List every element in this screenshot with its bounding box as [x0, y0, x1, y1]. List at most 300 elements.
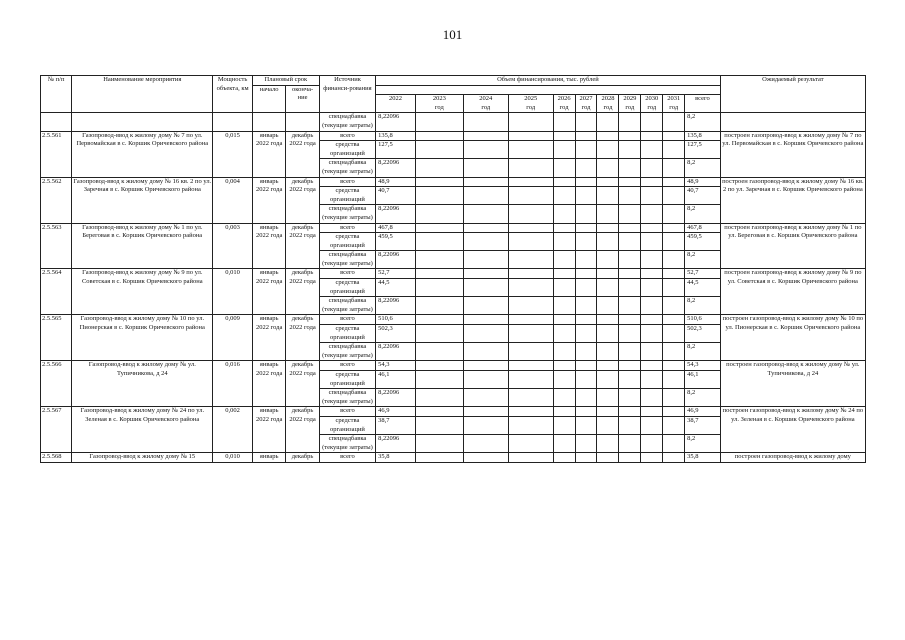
cell-empty-year — [415, 279, 463, 297]
cell-empty-year — [575, 453, 597, 463]
cell-empty-year — [597, 233, 619, 251]
cell-empty-year — [619, 416, 641, 434]
cell-empty-year — [641, 177, 663, 187]
cell-empty-year — [619, 113, 641, 131]
header-year-value: 2023 — [432, 95, 446, 103]
cell-result: построен газопровод-ввод к жилому дому № 24 по ул. Зеленая в с. Коршик Оричевского района — [720, 407, 865, 453]
cell-empty — [252, 113, 285, 131]
cell-empty-year — [553, 177, 575, 187]
cell-empty-year — [553, 297, 575, 315]
cell-total: 467,8 — [685, 223, 721, 233]
cell-empty-year — [508, 416, 553, 434]
cell-empty-year — [575, 223, 597, 233]
cell-empty-year — [575, 177, 597, 187]
table-row-partial — [41, 453, 866, 463]
cell-empty-year — [663, 279, 685, 297]
header-year-2025 — [508, 95, 553, 113]
cell-empty-year — [619, 187, 641, 205]
cell-empty-year — [463, 361, 508, 371]
cell-name: Газопровод-ввод к жилому дому № 1 по ул. Береговая в с. Коршик Оричевского района — [72, 223, 213, 269]
cell-empty-year — [663, 233, 685, 251]
table-row — [41, 269, 866, 279]
cell-empty-year — [597, 223, 619, 233]
table-row — [41, 315, 866, 325]
cell-empty-year — [508, 269, 553, 279]
header-spacer — [376, 85, 721, 95]
page-number: 101 — [442, 27, 463, 42]
cell-empty-year — [415, 141, 463, 159]
cell-empty-year — [619, 269, 641, 279]
cell-empty-year — [641, 159, 663, 177]
cell-num: 2.5.563 — [41, 223, 72, 269]
cell-empty-year — [641, 279, 663, 297]
cell-empty-year — [508, 453, 553, 463]
cell-num: 2.5.564 — [41, 269, 72, 315]
cell-empty-year — [508, 279, 553, 297]
cell-empty-year — [597, 251, 619, 269]
cell-empty-year — [575, 251, 597, 269]
cell-name: Газопровод-ввод к жилому дому № 15 — [72, 453, 213, 463]
cell-empty-year — [619, 159, 641, 177]
cell-num: 2.5.561 — [41, 131, 72, 177]
cell-empty-year — [619, 315, 641, 325]
cell-empty-year — [415, 131, 463, 141]
cell-end: декабрь 2022 года — [286, 131, 319, 177]
cell-empty-year — [463, 297, 508, 315]
cell-2022: 35,8 — [376, 453, 416, 463]
cell-num: 2.5.562 — [41, 177, 72, 223]
cell-empty-year — [619, 251, 641, 269]
cell-empty-year — [463, 223, 508, 233]
cell-2022: 8,22096 — [376, 343, 416, 361]
cell-start: январь — [252, 453, 285, 463]
cell-source: средства организаций — [319, 233, 375, 251]
cell-empty-year — [415, 177, 463, 187]
cell-total: 48,9 — [685, 177, 721, 187]
cell-empty-year — [508, 315, 553, 325]
cell-empty-year — [508, 113, 553, 131]
cell-empty-year — [619, 325, 641, 343]
cell-empty-year — [415, 251, 463, 269]
cell-num: 2.5.567 — [41, 407, 72, 453]
table-row — [41, 407, 866, 417]
cell-empty-year — [619, 205, 641, 223]
header-total: всего — [685, 95, 721, 113]
cell-empty-year — [463, 407, 508, 417]
cell-end: декабрь 2022 года — [286, 407, 319, 453]
cell-name: Газопровод-ввод к жилому дому № 9 по ул. Советская в с. Коршик Оричевского района — [72, 269, 213, 315]
cell-2022: 135,8 — [376, 131, 416, 141]
cell-capacity: 0,010 — [213, 453, 253, 463]
cell-source: средства организаций — [319, 187, 375, 205]
cell-total: 510,6 — [685, 315, 721, 325]
cell-total: 8,2 — [685, 251, 721, 269]
cell-empty-year — [663, 315, 685, 325]
cell-empty-year — [619, 233, 641, 251]
cell-end: декабрь 2022 года — [286, 361, 319, 407]
cell-empty-year — [597, 113, 619, 131]
cell-empty-year — [641, 205, 663, 223]
cell-empty-year — [641, 113, 663, 131]
cell-empty-year — [508, 141, 553, 159]
cell-start: январь 2022 года — [252, 177, 285, 223]
cell-result: построен газопровод-ввод к жилому дому № 10 по ул. Пионерская в с. Коршик Оричевского района — [720, 315, 865, 361]
cell-empty-year — [597, 269, 619, 279]
header-year-unit: год — [526, 103, 536, 111]
cell-result: построен газопровод-ввод к жилому дому № ул. Тупичникова, д 24 — [720, 361, 865, 407]
cell-empty-year — [508, 177, 553, 187]
cell-empty-year — [663, 251, 685, 269]
cell-empty-year — [597, 187, 619, 205]
header-year-value: 2028 — [601, 95, 615, 103]
cell-total: 8,2 — [685, 113, 721, 131]
cell-empty — [41, 113, 72, 131]
cell-source: средства организаций — [319, 325, 375, 343]
cell-empty-year — [415, 315, 463, 325]
header-year-value: 2031 — [667, 95, 681, 103]
cell-empty-year — [463, 416, 508, 434]
cell-total: 40,7 — [685, 187, 721, 205]
cell-empty-year — [641, 223, 663, 233]
cell-empty-year — [575, 407, 597, 417]
cell-total: 8,2 — [685, 297, 721, 315]
cell-empty-year — [597, 141, 619, 159]
cell-2022: 459,5 — [376, 233, 416, 251]
cell-empty-year — [619, 435, 641, 453]
cell-empty-year — [553, 279, 575, 297]
header-start: начало — [252, 85, 285, 113]
cell-empty-year — [663, 389, 685, 407]
cell-num: 2.5.568 — [41, 453, 72, 463]
cell-empty-year — [553, 407, 575, 417]
cell-total: 38,7 — [685, 416, 721, 434]
header-capacity: Мощность объекта, км — [213, 76, 253, 113]
header-year-2028 — [597, 95, 619, 113]
cell-total: 8,2 — [685, 205, 721, 223]
header-year-unit: год — [481, 103, 491, 111]
cell-empty-year — [415, 453, 463, 463]
cell-empty-year — [663, 113, 685, 131]
cell-empty-year — [575, 205, 597, 223]
cell-empty-year — [415, 269, 463, 279]
cell-empty-year — [641, 251, 663, 269]
cell-total: 35,8 — [685, 453, 721, 463]
cell-empty-year — [663, 141, 685, 159]
cell-empty-year — [553, 141, 575, 159]
cell-empty-year — [597, 131, 619, 141]
cell-capacity: 0,009 — [213, 315, 253, 361]
cell-source: всего — [319, 361, 375, 371]
header-year-unit: год — [559, 103, 569, 111]
cell-num: 2.5.566 — [41, 361, 72, 407]
cell-capacity: 0,002 — [213, 407, 253, 453]
cell-empty-year — [415, 325, 463, 343]
table-row — [41, 361, 866, 371]
table-row — [41, 223, 866, 233]
cell-empty-year — [597, 453, 619, 463]
header-planned-term: Плановый срок — [252, 76, 319, 86]
cell-empty-year — [663, 177, 685, 187]
cell-empty-year — [415, 297, 463, 315]
cell-empty-year — [415, 371, 463, 389]
cell-empty-year — [641, 407, 663, 417]
cell-empty-year — [553, 389, 575, 407]
cell-empty-year — [508, 223, 553, 233]
cell-empty-year — [619, 371, 641, 389]
cell-2022: 40,7 — [376, 187, 416, 205]
cell-empty-year — [415, 113, 463, 131]
cell-empty-year — [663, 343, 685, 361]
cell-empty-year — [463, 251, 508, 269]
cell-empty-year — [508, 131, 553, 141]
cell-empty-year — [641, 435, 663, 453]
cell-empty-year — [463, 343, 508, 361]
cell-empty-year — [553, 371, 575, 389]
cell-2022: 467,8 — [376, 223, 416, 233]
cell-source: всего — [319, 177, 375, 187]
cell-empty-year — [463, 269, 508, 279]
table-header — [41, 76, 866, 113]
cell-empty-year — [463, 325, 508, 343]
cell-empty-year — [619, 141, 641, 159]
cell-empty-year — [575, 113, 597, 131]
cell-empty-year — [553, 343, 575, 361]
cell-empty-year — [508, 371, 553, 389]
cell-2022: 38,7 — [376, 416, 416, 434]
cell-empty-year — [415, 343, 463, 361]
header-year-2029 — [619, 95, 641, 113]
cell-source: спецнадбавка (текущие затраты) — [319, 113, 375, 131]
cell-empty-year — [575, 435, 597, 453]
header-year-value: 2027 — [579, 95, 593, 103]
cell-empty-year — [575, 131, 597, 141]
cell-empty-year — [508, 187, 553, 205]
cell-empty-year — [575, 233, 597, 251]
cell-source: средства организаций — [319, 141, 375, 159]
cell-empty-year — [641, 361, 663, 371]
header-end: оконча-ние — [286, 85, 319, 113]
cell-empty-year — [463, 113, 508, 131]
cell-empty-year — [575, 297, 597, 315]
cell-empty-year — [553, 187, 575, 205]
cell-2022: 8,22096 — [376, 159, 416, 177]
cell-num: 2.5.565 — [41, 315, 72, 361]
header-name: Наименование мероприятия — [72, 76, 213, 113]
table-row — [41, 177, 866, 187]
cell-name: Газопровод-ввод к жилому дому № 24 по ул. Зеленая в с. Коршик Оричевского района — [72, 407, 213, 453]
cell-empty-year — [508, 343, 553, 361]
cell-empty-year — [597, 416, 619, 434]
cell-name: Газопровод-ввод к жилому дому № 7 по ул. Первомайская в с. Коршик Оричевского района — [72, 131, 213, 177]
cell-capacity: 0,003 — [213, 223, 253, 269]
cell-empty-year — [663, 361, 685, 371]
header-year-2030 — [641, 95, 663, 113]
cell-result: построен газопровод-ввод к жилому дому № 1 по ул. Береговая в с. Коршик Оричевского района — [720, 223, 865, 269]
cell-empty-year — [663, 131, 685, 141]
cell-total: 46,9 — [685, 407, 721, 417]
header-year-value: 2026 — [557, 95, 571, 103]
cell-2022: 127,5 — [376, 141, 416, 159]
cell-empty-year — [575, 269, 597, 279]
cell-2022: 8,22096 — [376, 113, 416, 131]
cell-empty-year — [463, 315, 508, 325]
table-row-continuation — [41, 113, 866, 131]
cell-2022: 8,22096 — [376, 251, 416, 269]
cell-empty-year — [619, 407, 641, 417]
cell-empty-year — [415, 361, 463, 371]
cell-empty-year — [641, 389, 663, 407]
cell-capacity: 0,004 — [213, 177, 253, 223]
cell-empty-year — [641, 416, 663, 434]
cell-total: 127,5 — [685, 141, 721, 159]
cell-empty-year — [619, 223, 641, 233]
cell-empty — [213, 113, 253, 131]
cell-total: 54,3 — [685, 361, 721, 371]
cell-result: построен газопровод-ввод к жилому дому № 16 кв. 2 по ул. Заречная в с. Коршик Оричевского района — [720, 177, 865, 223]
cell-empty — [72, 113, 213, 131]
cell-empty-year — [553, 416, 575, 434]
cell-empty-year — [508, 435, 553, 453]
cell-2022: 44,5 — [376, 279, 416, 297]
cell-empty-year — [508, 205, 553, 223]
cell-empty-year — [463, 389, 508, 407]
cell-name: Газопровод-ввод к жилому дому № ул. Тупичникова, д 24 — [72, 361, 213, 407]
cell-empty-year — [463, 141, 508, 159]
cell-empty-year — [463, 205, 508, 223]
header-year-2023 — [415, 95, 463, 113]
cell-end: декабрь 2022 года — [286, 269, 319, 315]
header-year-2031 — [663, 95, 685, 113]
cell-2022: 52,7 — [376, 269, 416, 279]
cell-total: 135,8 — [685, 131, 721, 141]
cell-empty-year — [575, 141, 597, 159]
cell-end: декабрь — [286, 453, 319, 463]
cell-result: построен газопровод-ввод к жилому дому № 9 по ул. Советская в с. Коршик Оричевского района — [720, 269, 865, 315]
header-year-unit: год — [603, 103, 613, 111]
cell-2022: 8,22096 — [376, 435, 416, 453]
cell-empty-year — [663, 223, 685, 233]
cell-empty-year — [597, 407, 619, 417]
cell-source: спецнадбавка (текущие затраты) — [319, 297, 375, 315]
cell-empty-year — [508, 233, 553, 251]
header-year-value: 2029 — [623, 95, 637, 103]
cell-empty-year — [463, 279, 508, 297]
cell-total: 8,2 — [685, 435, 721, 453]
header-year-value: 2022 — [388, 95, 402, 103]
header-source: Источник финанси-рования — [319, 76, 375, 113]
cell-empty-year — [597, 371, 619, 389]
cell-empty-year — [597, 435, 619, 453]
cell-empty-year — [619, 453, 641, 463]
cell-total: 8,2 — [685, 159, 721, 177]
header-year-2026 — [553, 95, 575, 113]
header-year-unit: год — [434, 103, 444, 111]
financing-table — [40, 75, 866, 463]
table-row — [41, 131, 866, 141]
cell-empty-year — [553, 435, 575, 453]
cell-empty-year — [663, 205, 685, 223]
cell-empty-year — [508, 159, 553, 177]
cell-empty-year — [597, 159, 619, 177]
cell-source: всего — [319, 131, 375, 141]
cell-empty-year — [463, 187, 508, 205]
cell-empty-year — [575, 159, 597, 177]
cell-empty-year — [463, 131, 508, 141]
cell-empty-year — [575, 371, 597, 389]
cell-empty-year — [508, 325, 553, 343]
cell-empty-year — [553, 233, 575, 251]
cell-name: Газопровод-ввод к жилому дому № 16 кв. 2 по ул. Заречная в с. Коршик Оричевского района — [72, 177, 213, 223]
cell-empty-year — [663, 453, 685, 463]
cell-empty-year — [553, 131, 575, 141]
cell-empty-year — [641, 269, 663, 279]
cell-2022: 48,9 — [376, 177, 416, 187]
cell-empty-year — [415, 407, 463, 417]
cell-empty-year — [597, 343, 619, 361]
cell-empty-year — [415, 416, 463, 434]
cell-empty-year — [619, 279, 641, 297]
cell-empty-year — [663, 371, 685, 389]
cell-2022: 46,9 — [376, 407, 416, 417]
cell-empty-year — [619, 361, 641, 371]
cell-empty-year — [663, 325, 685, 343]
cell-empty-year — [575, 361, 597, 371]
cell-start: январь 2022 года — [252, 315, 285, 361]
cell-empty-year — [553, 205, 575, 223]
cell-empty-year — [641, 343, 663, 361]
cell-empty-year — [619, 343, 641, 361]
cell-empty-year — [641, 453, 663, 463]
cell-2022: 510,6 — [376, 315, 416, 325]
cell-empty-year — [663, 407, 685, 417]
cell-2022: 8,22096 — [376, 297, 416, 315]
cell-start: январь 2022 года — [252, 269, 285, 315]
cell-empty-year — [553, 251, 575, 269]
cell-empty-year — [575, 325, 597, 343]
cell-empty — [720, 113, 865, 131]
cell-empty-year — [553, 325, 575, 343]
cell-source: спецнадбавка (текущие затраты) — [319, 343, 375, 361]
cell-2022: 46,1 — [376, 371, 416, 389]
cell-source: спецнадбавка (текущие затраты) — [319, 251, 375, 269]
cell-empty-year — [463, 177, 508, 187]
cell-empty-year — [575, 416, 597, 434]
cell-empty-year — [463, 371, 508, 389]
cell-empty-year — [463, 159, 508, 177]
cell-empty-year — [463, 233, 508, 251]
cell-empty-year — [619, 297, 641, 315]
cell-empty-year — [463, 435, 508, 453]
cell-empty-year — [575, 279, 597, 297]
cell-empty-year — [415, 233, 463, 251]
cell-empty — [286, 113, 319, 131]
cell-empty-year — [641, 233, 663, 251]
cell-empty-year — [575, 187, 597, 205]
header-year-unit: год — [581, 103, 591, 111]
cell-total: 502,3 — [685, 325, 721, 343]
cell-empty-year — [663, 269, 685, 279]
cell-empty-year — [619, 177, 641, 187]
cell-empty-year — [663, 297, 685, 315]
cell-source: средства организаций — [319, 416, 375, 434]
cell-source: всего — [319, 453, 375, 463]
cell-empty-year — [619, 389, 641, 407]
cell-start: январь 2022 года — [252, 131, 285, 177]
cell-empty-year — [597, 297, 619, 315]
cell-end: декабрь 2022 года — [286, 177, 319, 223]
cell-start: январь 2022 года — [252, 361, 285, 407]
header-year-2022 — [376, 95, 416, 113]
